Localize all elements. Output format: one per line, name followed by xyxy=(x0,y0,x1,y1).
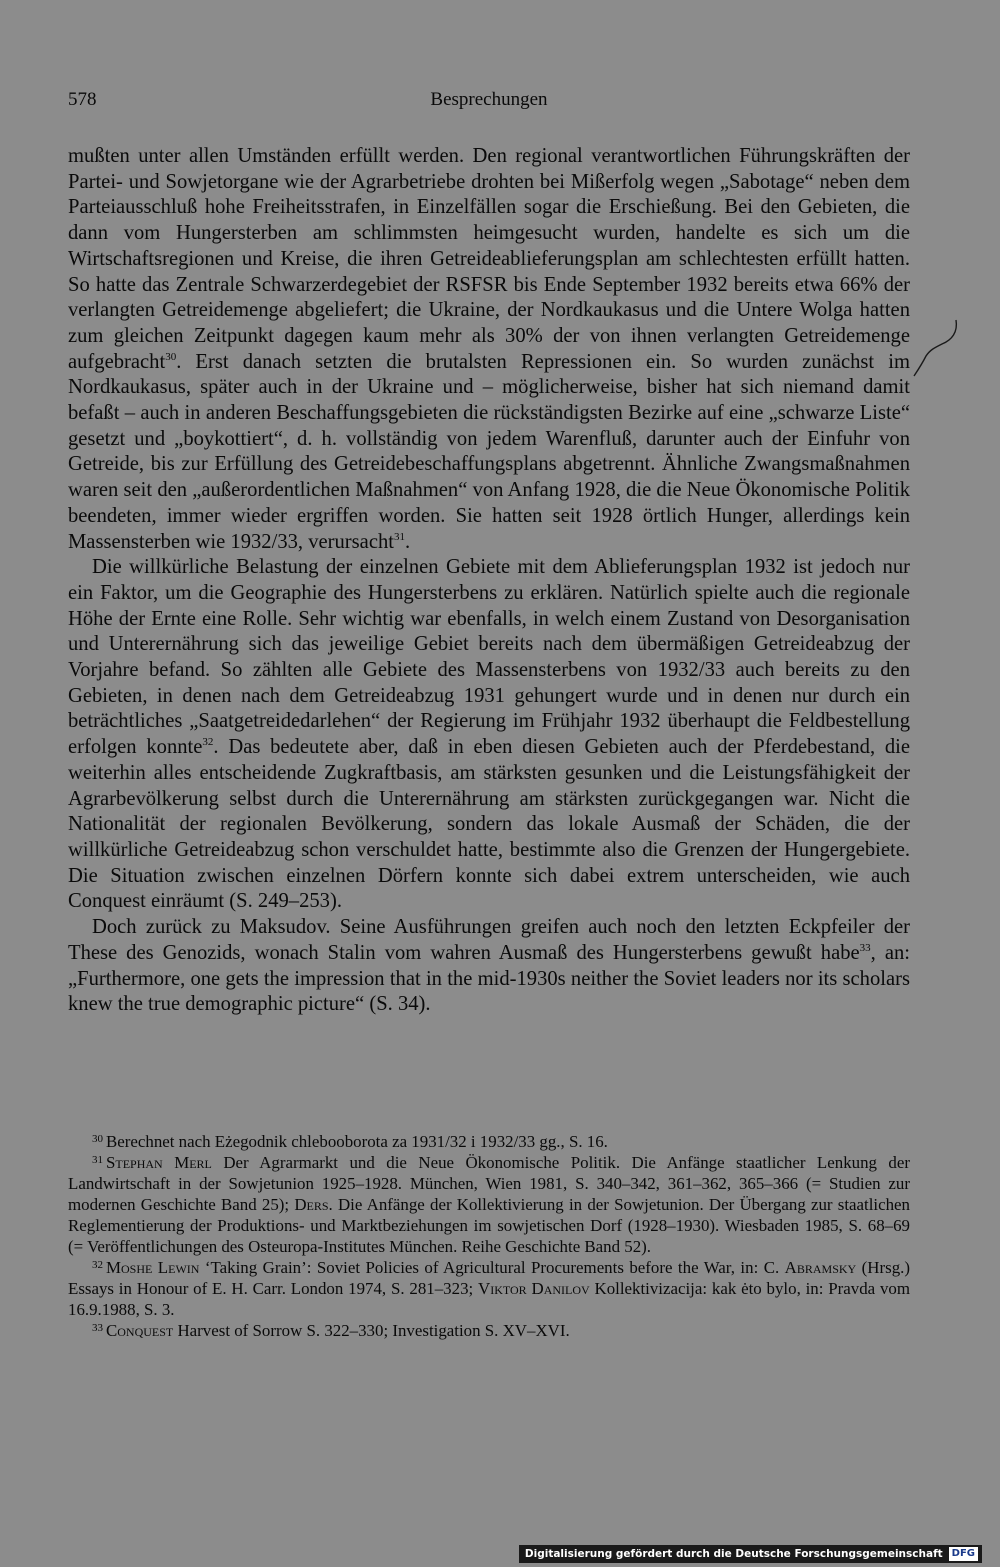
author-name: Ders. xyxy=(294,1195,333,1214)
main-text xyxy=(68,144,910,1018)
paragraph-2: Die willkürliche Belastung der einzelnen Gebiete mit dem Ablieferungsplan 1932 ist jedoch nur ein Faktor, um die Geographie des Hungersterbens zu erklären. Natürlich spielte auch die regionale Höhe der Ernte eine Rolle. Sehr wichtig war ebenfalls, in welch einem Zustand von Desorganisation und Unterernährung sich das jeweilige Gebiet bereits nach dem übermäßigen Getreideabzug der Vorjahre befand. So zählten alle Gebiete des Massensterbens von 1932/33 auch bereits zu den Gebieten, in denen nach dem Getreideabzug 1931 gehungert wurde und in denen nur durch ein beträchtliches „Saatgetreidedarlehen“ der Regierung im Frühjahr 1932 überhaupt die Feldbestellung erfolgen konnte$^{32}$. Das bedeutete aber, daß in eben diesen Gebieten auch der Pferdebestand, die weiterhin alles entscheidende Zugkraftbasis, am stärksten gesunken und die Leistungsfähigkeit der Agrarbevölkerung selbst durch die Unterernährung am stärksten zurückgegangen war. Nicht die Nationalität der regionalen Bevölkerung, sondern das lokale Ausmaß der Schäden, die der willkürliche Getreideabzug schon verschuldet hatte, bestimmte also die Grenzen der Hungergebiete. Die Situation zwischen einzelnen Dörfern konnte sich dabei extrem unterscheiden, wie auch Conquest einräumt (S. 249–253). xyxy=(68,556,911,913)
footnote-ref-31[interactable]: 31 xyxy=(393,530,405,543)
page-number: 578 xyxy=(68,89,97,110)
author-name: Abramsky xyxy=(784,1258,857,1277)
paragraph-3: Doch zurück zu Maksudov. Seine Ausführungen greifen auch noch den letzten Eckpfeiler der These des Genozids, wonach Stalin vom wahren Ausmaß des Hungersterbens gewußt habe$^{33}$, an: „Furthermore, one gets the impression that in the mid-1930s neither the Soviet leaders nor its scholars knew the true demographic picture“ (S. 34). xyxy=(68,916,910,1016)
author-name: Viktor Danilov xyxy=(478,1279,590,1298)
paragraph-1: mußten unter allen Umständen erfüllt werden. Den regional verantwortlichen Führungskräften der Partei- und Sowjetorgane wie der Agrarbetriebe drohten bei Mißerfolg wegen „Sabotage“ neben dem Parteiausschluß hohe Freiheitsstrafen, in Einzelfällen sogar die Erschießung. Bei den Gebieten, die dann vom Hungersterben am schlimmsten heimgesucht wurden, handelte es sich um die Wirtschaftsregionen und Kreise, die ihren Getreideablieferungsplan am schlechtesten erfüllt hatten. So hatte das Zentrale Schwarzerdegebiet der RSFSR bis Ende September 1932 bereits etwa 66% der verlangten Getreidemenge abgeliefert; die Ukraine, der Nordkaukasus und die Untere Wolga hatten zum gleichen Zeitpunkt dagegen kaum mehr als 30% der von ihnen verlangten Getreidemenge aufgebracht$^{30}$. Erst danach setzten die brutalsten Repressionen ein. So wurden zunächst im Nordkaukasus, später auch in der Ukraine und – möglicherweise, bisher hat sich niemand damit befaßt – auch in anderen Beschaffungsgebieten die rückständigsten Bezirke auf eine „schwarze Liste“ gesetzt und „boykottiert“, d. h. vollständig von jedem Warenfluß, darunter auch der Einfuhr von Getreide, bis zur Erfüllung des Getreidebeschaffungsplans abgetrennt. Ähnliche Zwangsmaßnahmen waren seit den „außerordentlichen Maßnahmen“ von Anfang 1928, die die Neue Ökonomische Politik beendeten, immer wieder ergriffen worden. Sie hatten seit 1928 örtlich Hunger, allerdings kein Massensterben wie 1932/33, verursacht$^{31}$. xyxy=(68,145,910,553)
footnote-31: $^{31}$ Stephan Merl Der Agrarmarkt und die Neue Ökonomische Politik. Die Anfänge staatlicher Lenkung der Landwirtschaft in der Sowjetunion 1925–1928. München, Wien 1981, S. 340–342, 361–362, 365–366 (= Studien zur modernen Geschichte Band 25); Ders. Die Anfänge der Kollektivierung in der Sowjetunion. Der Übergang zur staatlichen Reglementierung der Produktions- und Marktbeziehungen im sowjetischen Dorf (1928–1930). Wiesbaden 1985, S. 68–69 (= Veröffentlichungen des Osteuropa-Institutes München. Reihe Geschichte Band 52). xyxy=(68,1153,911,1256)
footnote-ref-30[interactable]: 30 xyxy=(165,350,177,363)
footnote-32: $^{32}$ Moshe Lewin ‘Taking Grain’: Soviet Policies of Agricultural Procurements before the War, in: C. Abramsky (Hrsg.) Essays in Honour of E. H. Carr. London 1974, S. 281–323; Viktor Danilov Kollektivizacija: kak ėto bylo, in: Pravda vom 16.9.1988, S. 3. xyxy=(68,1258,911,1319)
footnote-ref-32[interactable]: 32 xyxy=(202,736,214,749)
running-title: Besprechungen xyxy=(430,89,548,110)
footnote-30: $^{30}$ Berechnet nach Eżegodnik chlebooborota za 1931/32 i 1932/33 gg., S. 16. xyxy=(92,1132,608,1151)
footnotes xyxy=(68,1131,910,1341)
author-name: Conquest xyxy=(106,1321,174,1340)
digitization-credit-bar xyxy=(519,1545,982,1563)
credit-text: Digitalisierung gefördert durch die Deutsche Forschungsgemeinschaft xyxy=(524,1548,943,1560)
dfg-logo: DFG xyxy=(949,1547,978,1561)
author-name: Stephan Merl xyxy=(106,1153,212,1172)
footnote-ref-33[interactable]: 33 xyxy=(859,941,871,954)
margin-pencil-mark xyxy=(912,318,962,378)
author-name: Moshe Lewin xyxy=(106,1258,200,1277)
footnote-33: $^{33}$ Conquest Harvest of Sorrow S. 322–330; Investigation S. XV–XVI. xyxy=(92,1321,570,1340)
